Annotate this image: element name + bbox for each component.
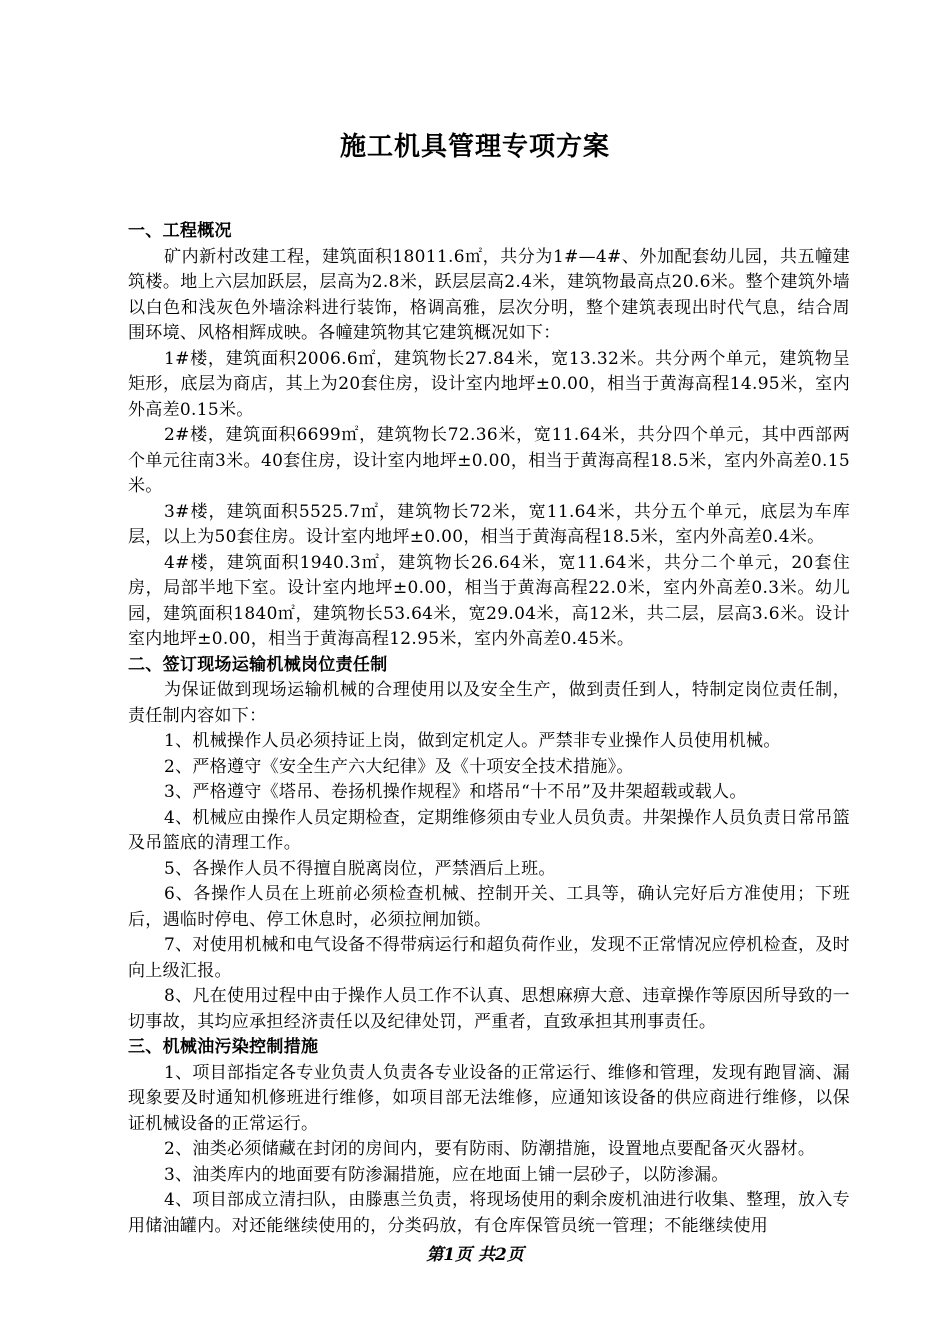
list-item: 6、各操作人员在上班前必须检查机械、控制开关、工具等，确认完好后方准使用；下班后，遇临时停电、停工休息时，必须拉闸加锁。 <box>128 884 850 930</box>
list-item: 8、凡在使用过程中由于操作人员工作不认真、思想麻痹大意、违章操作等原因所导致的一切事故，其均应承担经济责任以及纪律处罚，严重者，直致承担其刑事责任。 <box>128 986 850 1032</box>
section-oil-pollution-control <box>128 1035 850 1239</box>
section-heading: 二、签订现场运输机械岗位责任制 <box>128 654 388 675</box>
list-item: 4、项目部成立清扫队，由滕惠兰负责，将现场使用的剩余废机油进行收集、整理，放入专用储油罐内。对还能继续使用的，分类码放，有仓库保管员统一管理；不能继续使用 <box>128 1190 850 1236</box>
list-item: 2、油类必须储藏在封闭的房间内，要有防雨、防潮措施，设置地点要配备灭火器材。 <box>164 1139 816 1159</box>
list-item: 7、对使用机械和电气设备不得带病运行和超负荷作业，发现不正常情况应停机检查，及时向上级汇报。 <box>128 935 850 981</box>
list-item: 2、严格遵守《安全生产六大纪律》及《十项安全技术措施》。 <box>164 756 634 777</box>
paragraph: 3#楼，建筑面积5525.7㎡，建筑物长72米，宽11.64米，共分五个单元，底层为车库层，以上为50套住房。设计室内地坪±0.00，相当于黄海高程18.5米，室内外高差0.4米。 <box>128 501 850 547</box>
list-item: 3、油类库内的地面要有防渗漏措施，应在地面上铺一层砂子，以防渗漏。 <box>164 1164 729 1185</box>
paragraph: 为保证做到现场运输机械的合理使用以及安全生产，做到责任到人，特制定岗位责任制，责任制内容如下： <box>128 680 850 726</box>
list-item: 5、各操作人员不得擅自脱离岗位，严禁酒后上班。 <box>164 858 556 879</box>
section-project-overview <box>128 219 850 653</box>
page-number-footer: 第1页 共2页 <box>426 1245 524 1265</box>
list-item: 1、项目部指定各专业负责人负责各专业设备的正常运行、维修和管理，发现有跑冒滴、漏现象要及时通知机修班进行维修，如项目部无法维修，应通知该设备的供应商进行维修，以保证机械设备的正常运行。 <box>128 1062 850 1134</box>
section-responsibility-system <box>128 653 850 1036</box>
document-body <box>128 219 850 1239</box>
document-title: 施工机具管理专项方案 <box>339 132 610 162</box>
paragraph: 1#楼，建筑面积2006.6㎡，建筑物长27.84米，宽13.32米。共分两个单元，建筑物呈矩形，底层为商店，其上为20套住房，设计室内地坪±0.00，相当于黄海高程14.95米，室内外高差0.15米。 <box>128 348 850 420</box>
section-heading: 一、工程概况 <box>128 221 232 241</box>
list-item: 1、机械操作人员必须持证上岗，做到定机定人。严禁非专业操作人员使用机械。 <box>164 731 781 751</box>
paragraph: 4#楼，建筑面积1940.3㎡，建筑物长26.64米，宽11.64米，共分二个单元，20套住房，局部半地下室。设计室内地坪±0.00，相当于黄海高程22.0米，室内外高差0.3米。幼儿园，建筑面积1840㎡，建筑物长53.64米，宽29.04米，高12米，共二层，层高3.6米。设计室内地坪±0.00，相当于黄海高程12.95米，室内外高差0.45米。 <box>128 552 850 649</box>
list-item: 3、严格遵守《塔吊、卷扬机操作规程》和塔吊“十不吊”及井架超载或载人。 <box>164 782 747 802</box>
paragraph: 矿内新村改建工程，建筑面积18011.6㎡，共分为1#—4#、外加配套幼儿园，共五幢建筑楼。地上六层加跃层，层高为2.8米，跃层层高2.4米，建筑物最高点20.6米。整个建筑外墙以白色和浅灰色外墙涂料进行装饰，格调高雅，层次分明，整个建筑表现出时代气息，结合周围环境、风格相辉成映。各幢建筑物其它建筑概况如下： <box>128 246 850 343</box>
paragraph: 2#楼，建筑面积6699㎡，建筑物长72.36米，宽11.64米，共分四个单元，其中西部两个单元往南3米。40套住房，设计室内地坪±0.00，相当于黄海高程18.5米，室内外高差0.15米。 <box>128 425 850 496</box>
section-heading: 三、机械油污染控制措施 <box>128 1037 319 1057</box>
list-item: 4、机械应由操作人员定期检查，定期维修须由专业人员负责。井架操作人员负责日常吊篮及吊篮底的清理工作。 <box>128 807 850 853</box>
